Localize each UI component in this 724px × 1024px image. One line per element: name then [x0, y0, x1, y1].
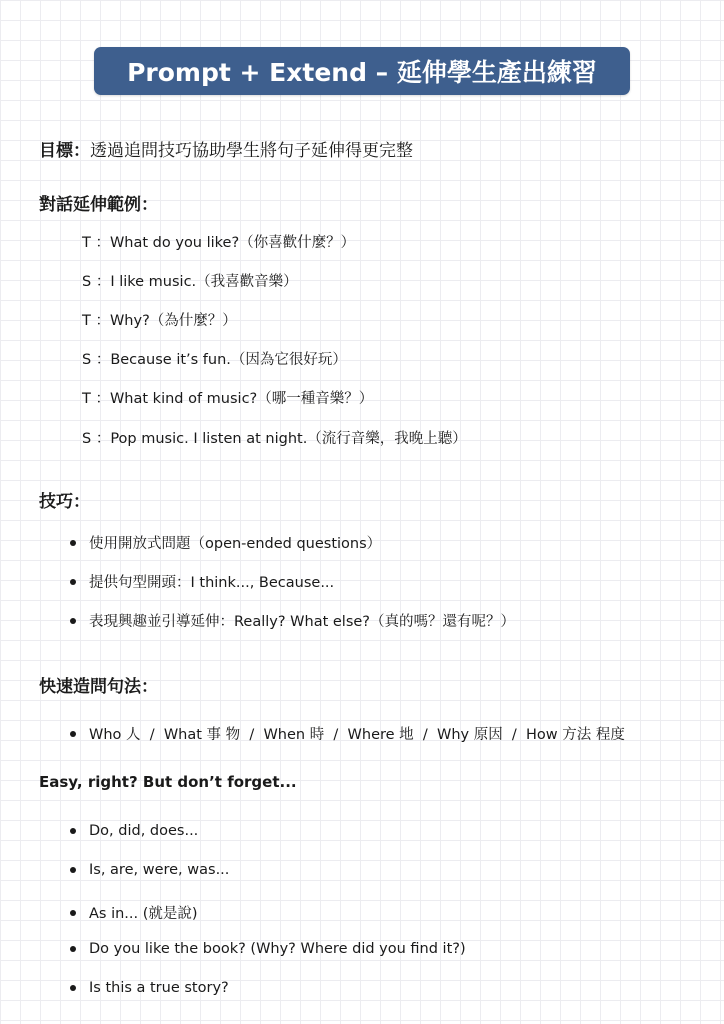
- bullet-dot: [70, 946, 76, 952]
- dialogue-line: S ：Pop music. I listen at night.（流行音樂，我晚上聽）: [82, 431, 467, 447]
- dialogue-line: T ：What kind of music?（哪一種音樂？）: [82, 391, 374, 407]
- list-item: [70, 610, 515, 631]
- bullet-dot: [70, 828, 76, 834]
- list-item: [70, 902, 198, 923]
- list-item: [70, 723, 625, 744]
- list-item-text: Do, did, does...: [89, 823, 199, 839]
- dialogue-heading: 對話延伸範例：: [39, 195, 158, 215]
- list-item-text: 提供句型開頭：I think..., Because...: [89, 575, 335, 591]
- quick-questions-heading: 快速造問句法：: [39, 677, 158, 697]
- list-item: [70, 532, 381, 553]
- list-item-text: Do you like the book? (Why? Where did you find it?): [89, 941, 466, 957]
- reminder-heading: Easy, right? But don’t forget...: [39, 773, 297, 791]
- dialogue-line: S ：Because it’s fun.（因為它很好玩）: [82, 352, 347, 368]
- goal-statement: [39, 136, 413, 161]
- goal-text: 透過追問技巧協助學生將句子延伸得更完整: [90, 141, 413, 161]
- bullet-dot: [70, 985, 76, 991]
- list-item: [70, 571, 334, 592]
- list-item: [70, 823, 198, 839]
- bullet-dot: [70, 579, 76, 585]
- page-title: Prompt + Extend – 延伸學生產出練習: [127, 58, 597, 87]
- bullet-dot: [70, 618, 76, 624]
- list-item: [70, 862, 229, 878]
- dialogue-line: T ：Why?（為什麼？）: [82, 313, 237, 329]
- bullet-dot: [70, 540, 76, 546]
- bullet-dot: [70, 910, 76, 916]
- goal-label: 目標：: [39, 141, 90, 161]
- list-item-text: Is, are, were, was...: [89, 862, 230, 878]
- list-item: [70, 980, 229, 996]
- dialogue-line: T ：What do you like?（你喜歡什麼？）: [82, 235, 356, 251]
- title-banner: [94, 47, 630, 95]
- list-item-text: 表現興趣並引導延伸：Really? What else?（真的嗎？還有呢？）: [89, 614, 515, 630]
- list-item-text: Who 人 / What 事 物 / When 時 / Where 地 / Why 原因 / How 方法 程度: [89, 727, 625, 743]
- list-item-text: 使用開放式問題（open-ended questions）: [89, 536, 382, 552]
- list-item-text: As in... (就是說): [89, 906, 198, 922]
- list-item-text: Is this a true story?: [89, 980, 229, 996]
- techniques-heading: 技巧：: [39, 492, 90, 512]
- bullet-dot: [70, 867, 76, 873]
- bullet-dot: [70, 731, 76, 737]
- dialogue-line: S ：I like music.（我喜歡音樂）: [82, 274, 298, 290]
- list-item: [70, 941, 466, 957]
